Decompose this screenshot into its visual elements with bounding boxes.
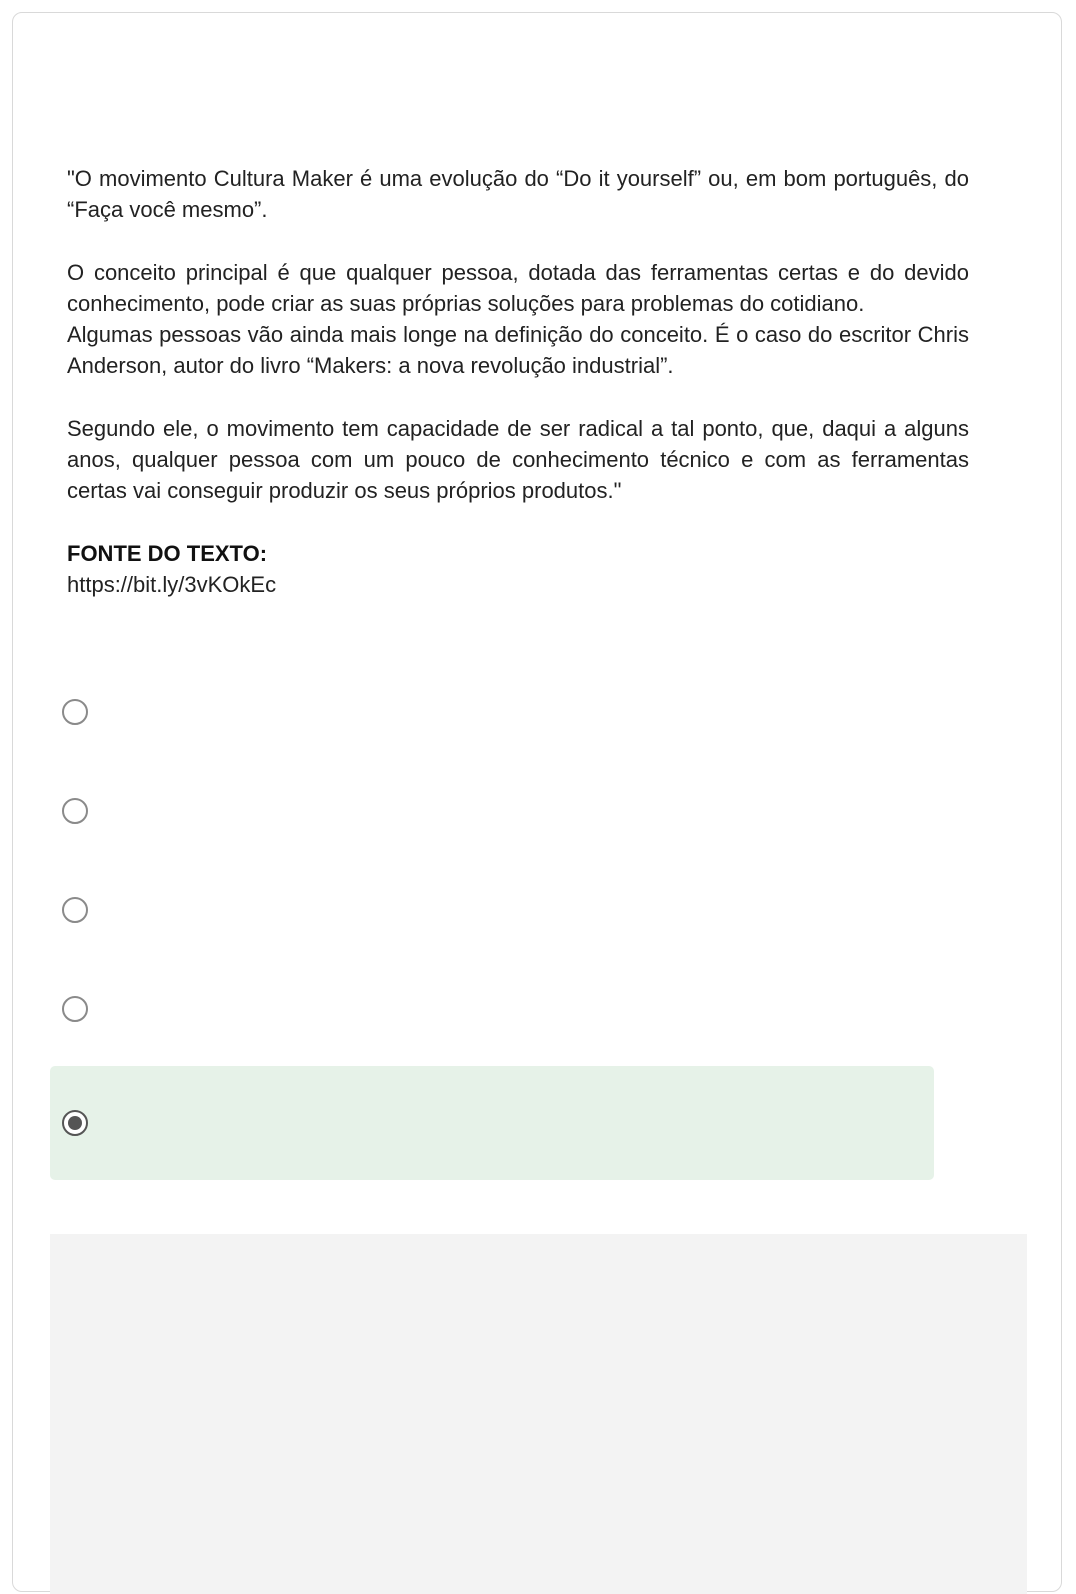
answer-feedback-area [50,1234,1027,1594]
source-label: FONTE DO TEXTO: [67,541,268,566]
paragraph-2: O conceito principal é que qualquer pessoa, dotada das ferramentas certas e do devido conhecimento, pode criar as suas próprias soluções para problemas do cotidiano. [67,260,969,316]
radio-button-b[interactable] [62,798,88,824]
option-e-selected[interactable] [50,1066,934,1180]
radio-button-d[interactable] [62,996,88,1022]
option-d[interactable] [50,979,934,1039]
paragraph-1: "O movimento Cultura Maker é uma evolução do “Do it yourself” ou, em bom português, do “Faça você mesmo”. [67,166,969,222]
option-b[interactable] [50,781,934,841]
option-a[interactable] [50,682,934,742]
paragraph-3: Algumas pessoas vão ainda mais longe na definição do conceito. É o caso do escritor Chris Anderson, autor do livro “Makers: a nova revolução industrial”. [67,322,969,378]
source-url[interactable]: https://bit.ly/3vKOkEc [67,572,277,597]
radio-button-e-checked[interactable] [62,1110,88,1136]
option-c[interactable] [50,880,934,940]
radio-button-c[interactable] [62,897,88,923]
paragraph-4: Segundo ele, o movimento tem capacidade de ser radical a tal ponto, que, daqui a alguns anos, qualquer pessoa com um pouco de conhecimento técnico e com as ferramentas certas vai conseguir produzir os seus próprios produtos." [67,416,969,503]
question-card [12,12,1062,1592]
question-text [67,163,969,600]
radio-button-a[interactable] [62,699,88,725]
